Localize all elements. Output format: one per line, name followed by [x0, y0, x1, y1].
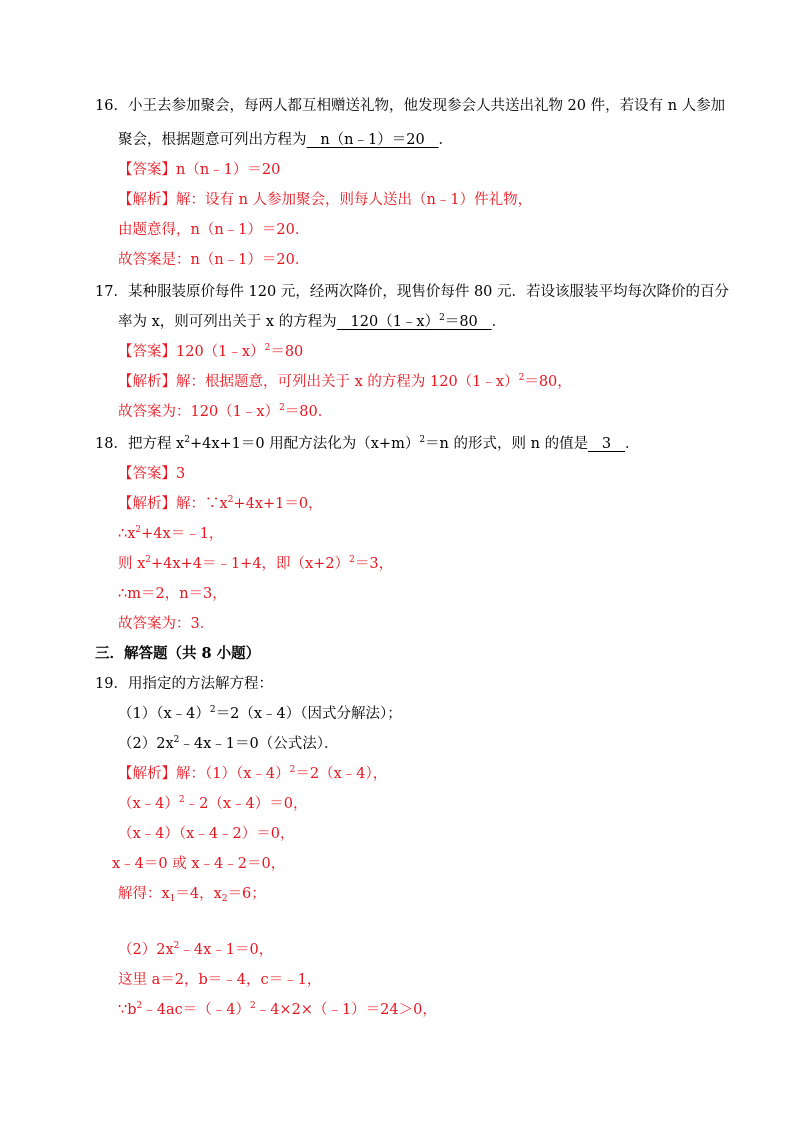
q17-analysis-line1: 【解析】解：根据题意，可列出关于 x 的方程为 120（1﹣x）$^2$＝80，	[118, 373, 572, 390]
q17-stem-line2: 率为 x，则可列出关于 x 的方程为 120（1﹣x）$^2$＝80 ．	[118, 313, 507, 330]
q16-analysis-line3: 故答案是：n（n﹣1）＝20．	[118, 252, 310, 268]
section-heading: 三．解答题（共 8 小题）	[95, 645, 261, 662]
q18-analysis-line2: $\therefore x^2+4x=﹣1$，	[118, 525, 224, 542]
q16-stem-line2: 聚会，根据题意可列出方程为 n（n﹣1）＝20 ．	[118, 132, 454, 148]
q16-stem-line1: 16．小王去参加聚会，每两人都互相赠送礼物，他发现参会人共送出礼物 20 件，若设有 n 人参加	[95, 98, 726, 114]
q16-answer: 【答案】n（n﹣1）＝20	[118, 162, 281, 178]
q18-answer-blank: 3	[588, 436, 625, 452]
q17-analysis-line2: 故答案为：120（1﹣x）$^2$＝80．	[118, 403, 333, 420]
q19-analysis-line3: （x﹣4）（x﹣4﹣2）＝0，	[118, 826, 295, 842]
q18-analysis-line5: 故答案为：3．	[118, 616, 215, 632]
q19-analysis-line1: 【解析】解：（1）（x﹣4）$^2$＝2（x﹣4），	[118, 765, 388, 782]
q16-analysis-line2: 由题意得，n（n﹣1）＝20．	[118, 222, 310, 238]
q19-part2: $(2)2x^2﹣4x﹣1=0$（公式法）．	[118, 735, 339, 752]
q19-analysis-part2-line2: 这里 a＝2，b＝﹣4，c＝﹣1，	[118, 972, 322, 988]
q18-answer: 【答案】3	[118, 466, 186, 482]
q19-part1: （1）（x﹣4）$^2$＝2（x﹣4）（因式分解法）；	[118, 705, 402, 722]
q19-analysis-line4: x﹣4＝0 或 x﹣4﹣2＝0，	[112, 856, 286, 872]
q19-analysis-line5: 解得：$x_1=4$，$x_2=6$；	[118, 886, 266, 904]
q17-stem-line1: 17．某种服装原价每件 120 元，经两次降价，现售价每件 80 元．若设该服装平均每次降价的百分	[95, 284, 730, 300]
q18-analysis-line1: 【解析】解：$\because x^2+4x+1=0$，	[118, 495, 323, 512]
q19-stem: 19．用指定的方法解方程：	[95, 676, 273, 692]
q18-analysis-line3: 则 $x^2+4x+4=﹣1+4$，即$(x+2)^2=3$，	[118, 555, 394, 572]
q16-analysis-line1: 【解析】解：设有 n 人参加聚会，则每人送出（n﹣1）件礼物，	[118, 192, 533, 208]
q17-answer-blank: 120（1﹣x）$^2$＝80	[336, 313, 492, 330]
q19-analysis-line2: （x﹣4）$^2$﹣2（x﹣4）＝0，	[118, 795, 308, 812]
q18-stem: 18．把方程 $x^2+4x+1=0$ 用配方法化为$(x+m)^2=n$ 的形式，则 n 的值是 3 ．	[95, 435, 640, 452]
q18-analysis-line4: ∴m＝2，n＝3，	[118, 586, 227, 602]
q19-analysis-part2-line1: $(2)2x^2﹣4x﹣1=0$，	[118, 941, 274, 958]
q16-answer-blank: n（n﹣1）＝20	[306, 132, 439, 148]
q17-answer: 【答案】120（1﹣x）$^2$＝80	[118, 343, 304, 360]
q19-analysis-part2-line3: $\because b^2﹣4ac=(﹣4)^2﹣4\times 2\times(﹣1)=24>0$，	[118, 1001, 437, 1018]
